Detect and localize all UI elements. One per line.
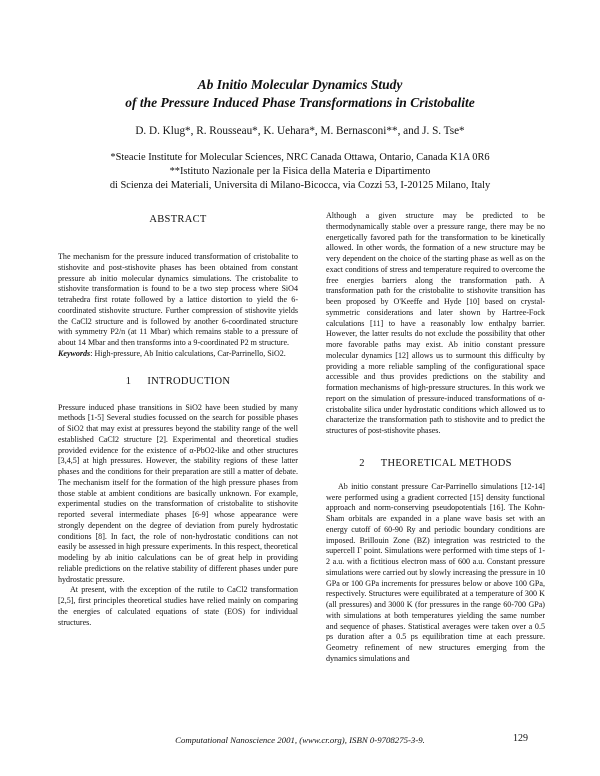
affiliation-line-1: *Steacie Institute for Molecular Sciences, NRC Canada Ottawa, Ontario, Canada K1A 0R6 <box>110 152 490 163</box>
title-line-1: Ab Initio Molecular Dynamics Study <box>197 77 403 92</box>
title-line-2: of the Pressure Induced Phase Transformations in Cristobalite <box>125 95 475 110</box>
methods-heading-text: THEORETICAL METHODS <box>380 457 512 469</box>
abstract-text: The mechanism for the pressure induced transformation of cristobalite to stishovite and post-stishovite phases has been obtained from constant pressure ab initio molecular dynamics simulations. The cristobalite to stishovite transformation is found to be a two step process where SiO4 tetrahedra first rotate followed by a lattice distortion to yield the 6-coordinated stishovite structure. Further compression of stishovite yields the CaCl2 structure and is followed by another 6-coordinated structure with symmetry P2/n (at 11 Mbar) which remains stable to a pressure of about 14 Mbar and then transforms into a 9-coordinated P2 m structure. <box>58 252 298 347</box>
intro-paragraph-1: Pressure induced phase transitions in SiO2 have been studied by many methods [1-5] Several studies focussed on the search for possible phases of SiO2 that may exist at pressures beyond the stability range of the well established CaCl2 structure [2]. Experimental and theoretical studies provided evidence for the existence of α-PbO2-like and other structures [3,4,5] at high pressures. However, the stability regions of these latter phases and the conditions for their preparation are still a matter of debate. The mechanism itself for the formation of the high pressure phases from those stable at ambient conditions are basically unknown. For example, experimental studies on the transformation of cristobalite to stishovite reported several intermediate phases [6-9] whose appearance were strongly dependent on the degree of deviation from purely hydrostatic conditions [8]. In fact, the role of non-hydrostatic conditions can not easily be assessed in high pressure experiments. In this respect, theoretical modeling by ab initio calculations can be of great help in providing reliable predictions on the relative stability of different phases under pure hydrostatic pressure. <box>58 402 298 584</box>
affiliation-line-3: di Scienza dei Materiali, Universita di Milano-Bicocca, via Cozzi 53, I-20125 Milano, Italy <box>109 180 491 191</box>
methods-paragraph-1: Ab initio constant pressure Car-Parrinello simulations [12-14] were performed using a gradient corrected [15] density functional approach and norm-conserving pseudopotentials [16]. The Kohn-Sham orbitals are expanded in a plane wave basis set with an energy cutoff of 60-90 Ry and periodic boundary conditions are imposed. Brillouin Zone (BZ) integration was restricted to the supercell Γ point. Simulations were performed with time steps of 1-2 a.u. with a fictitious electron mass of 600 a.u. Constant pressure simulations were carried out by slowly increasing the pressure in 10 GPa or 100 GPa increments for pressures below or above 100 GPa, respectively. Structures were equilibrated at a temperature of 300 K (all pressures) and 3000 K (for pressures in the range 60-700 GPa) with simulations at both temperatures yielding the same number and sequence of phases. Statistical averages were taken over a 0.5 ps duration after a 0.5 ps equilibration time at each pressure. Geometry refinement of new structures emerging from the dynamics simulations and <box>326 481 545 663</box>
page-number: 129 <box>513 733 528 744</box>
paper-title <box>0 76 600 112</box>
intro-paragraph-2: At present, with the exception of the rutile to CaCl2 transformation [2,5], first principles theoretical studies have relied mainly on comparing the energies of calculated equations of state (EOS) for individual structures. <box>58 585 298 627</box>
right-column <box>326 211 545 665</box>
abstract-heading: ABSTRACT <box>149 214 207 225</box>
affiliation-line-2: **Istituto Nazionale per la Fisica della Materia e Dipartimento <box>169 166 431 177</box>
page-footer: Computational Nanoscience 2001, (www.cr.org), ISBN 0-9708275-3-9. <box>175 735 425 745</box>
keywords-text: : High-pressure, Ab Initio calculations, Car-Parrinello, SiO2. <box>90 348 286 358</box>
methods-heading <box>326 457 545 470</box>
author-list: D. D. Klug*, R. Rousseau*, K. Uehara*, M. Bernasconi**, and J. S. Tse* <box>135 125 465 137</box>
left-column <box>58 211 298 628</box>
intro-continued-paragraph: Although a given structure may be predicted to be thermodynamically stable over a pressure range, there may be no energetically favored path for the transformation to be kinetically allowed. In other words, the formation of a new structure may be very dependent on the choice of the starting phase as well as on the exact conditions of stress and temperature required to overcome the free energies barriers along the transformation path. A transformation path for the cristobalite to stishovite transition has been proposed by O'Keeffe and Hyde [10] based on crystal-symmetric considerations and later shown by Hartree-Fock calculations [11] to have a reasonably low enthalpy barrier. However, the latter results do not exclude the possibility that other more favorable paths may exist. Ab initio constant pressure molecular dynamics [12] allows us to surmount this difficulty by providing a more reliable sampling of the configurational space accessible and thus provides predictions on the stability and formation mechanisms of high-pressure structures. In this work we report on the simulation of pressure-induced transformations of α-cristobalite silica under hydrostatic conditions which allowed us to characterize the transformation path to stishovite and to predict the structures of post-stishovite phases. <box>326 211 545 435</box>
keywords <box>58 349 298 360</box>
intro-heading <box>58 375 298 388</box>
intro-heading-text: INTRODUCTION <box>147 375 231 387</box>
affiliations <box>0 151 600 193</box>
intro-section-number: 1 <box>125 375 132 387</box>
methods-section-number: 2 <box>359 457 365 469</box>
keywords-label: Keywords <box>58 348 91 358</box>
